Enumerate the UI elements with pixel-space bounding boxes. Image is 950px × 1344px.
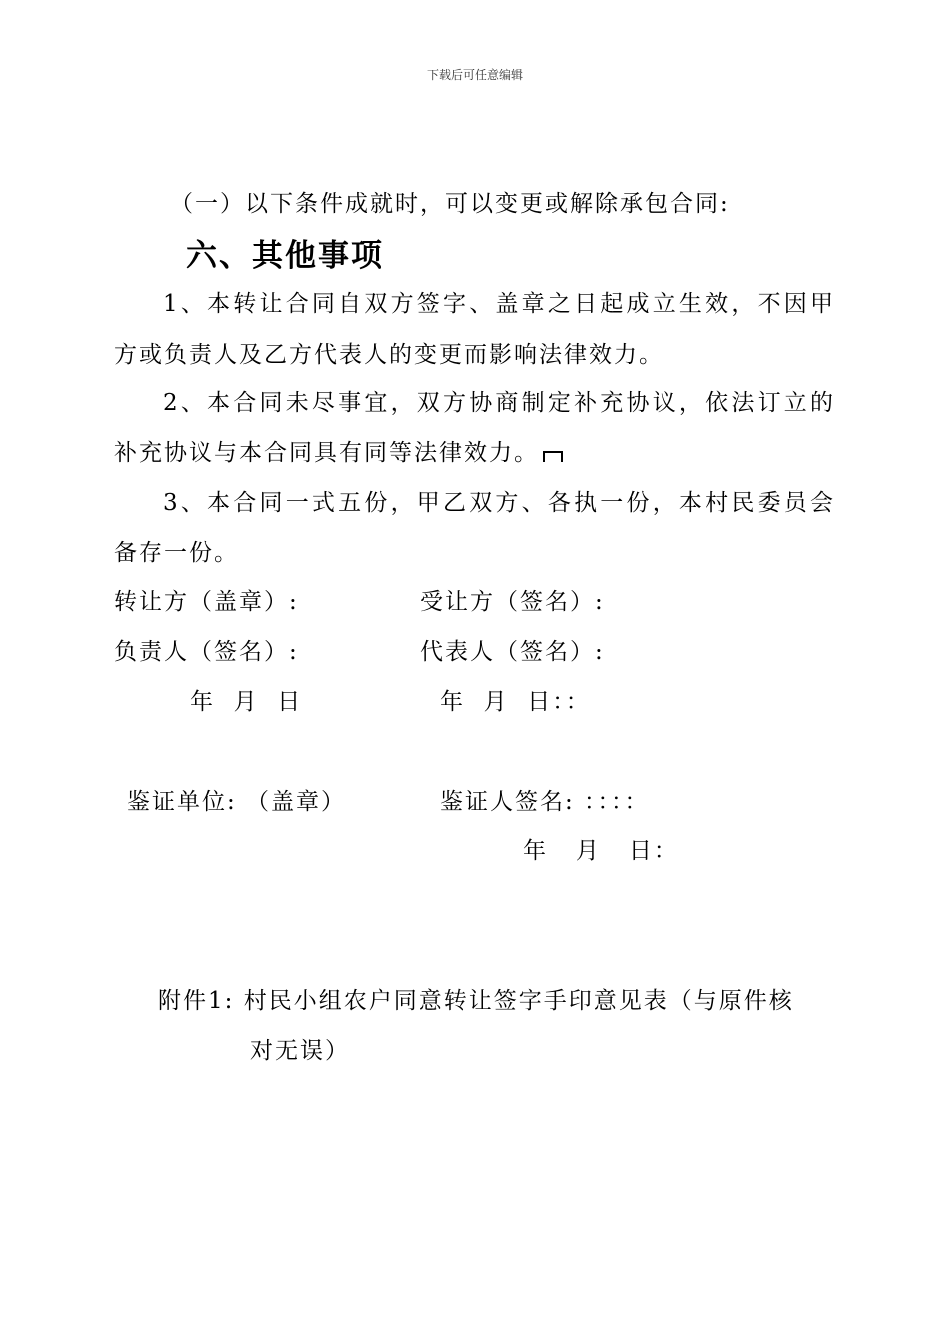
- clause-item-3-line1: 3、本合同一式五份，甲乙双方、各执一份，本村民委员会: [163, 490, 835, 516]
- notary-date: 年 月 日：: [523, 838, 679, 864]
- clause-item-2-line1: 2、本合同未尽事宜，双方协商制定补充协议，依法订立的: [163, 390, 835, 416]
- date-right: 年 月 日：：: [440, 689, 591, 715]
- page-header-note: 下载后可任意编辑: [426, 68, 523, 82]
- responsible-label: 负责人（签名）:: [114, 639, 299, 665]
- clause-item-1-line2: 方或负责人及乙方代表人的变更而影响法律效力。: [114, 342, 664, 368]
- representative-label: 代表人（签名）:: [420, 639, 605, 665]
- transferee-label: 受让方（签名）:: [420, 589, 605, 615]
- clause-item-1-line1: 1、本转让合同自双方签字、盖章之日起成立生效，不因甲: [163, 291, 835, 317]
- notary-unit-label: 鉴证单位: （盖章）: [127, 789, 347, 815]
- clause-item-2-line2-wrapper: [114, 434, 563, 467]
- transferor-label: 转让方（盖章）:: [114, 589, 299, 615]
- date-left: 年 月 日: [190, 689, 303, 715]
- section-title: 六、其他事项: [186, 238, 384, 274]
- notary-person-label: 鉴证人签名: ：：：：: [440, 789, 650, 815]
- clause-item-3-line2: 备存一份。: [114, 540, 239, 566]
- clause-intro: （一）以下条件成就时，可以变更或解除承包合同:: [170, 191, 730, 217]
- text-cursor-mark-icon: [543, 451, 563, 462]
- clause-item-2-line2: 补充协议与本合同具有同等法律效力。: [114, 440, 539, 466]
- attachment-line2: 对无误）: [250, 1038, 350, 1064]
- attachment-line1: 附件1: 村民小组农户同意转让签字手印意见表（与原件核: [158, 988, 794, 1014]
